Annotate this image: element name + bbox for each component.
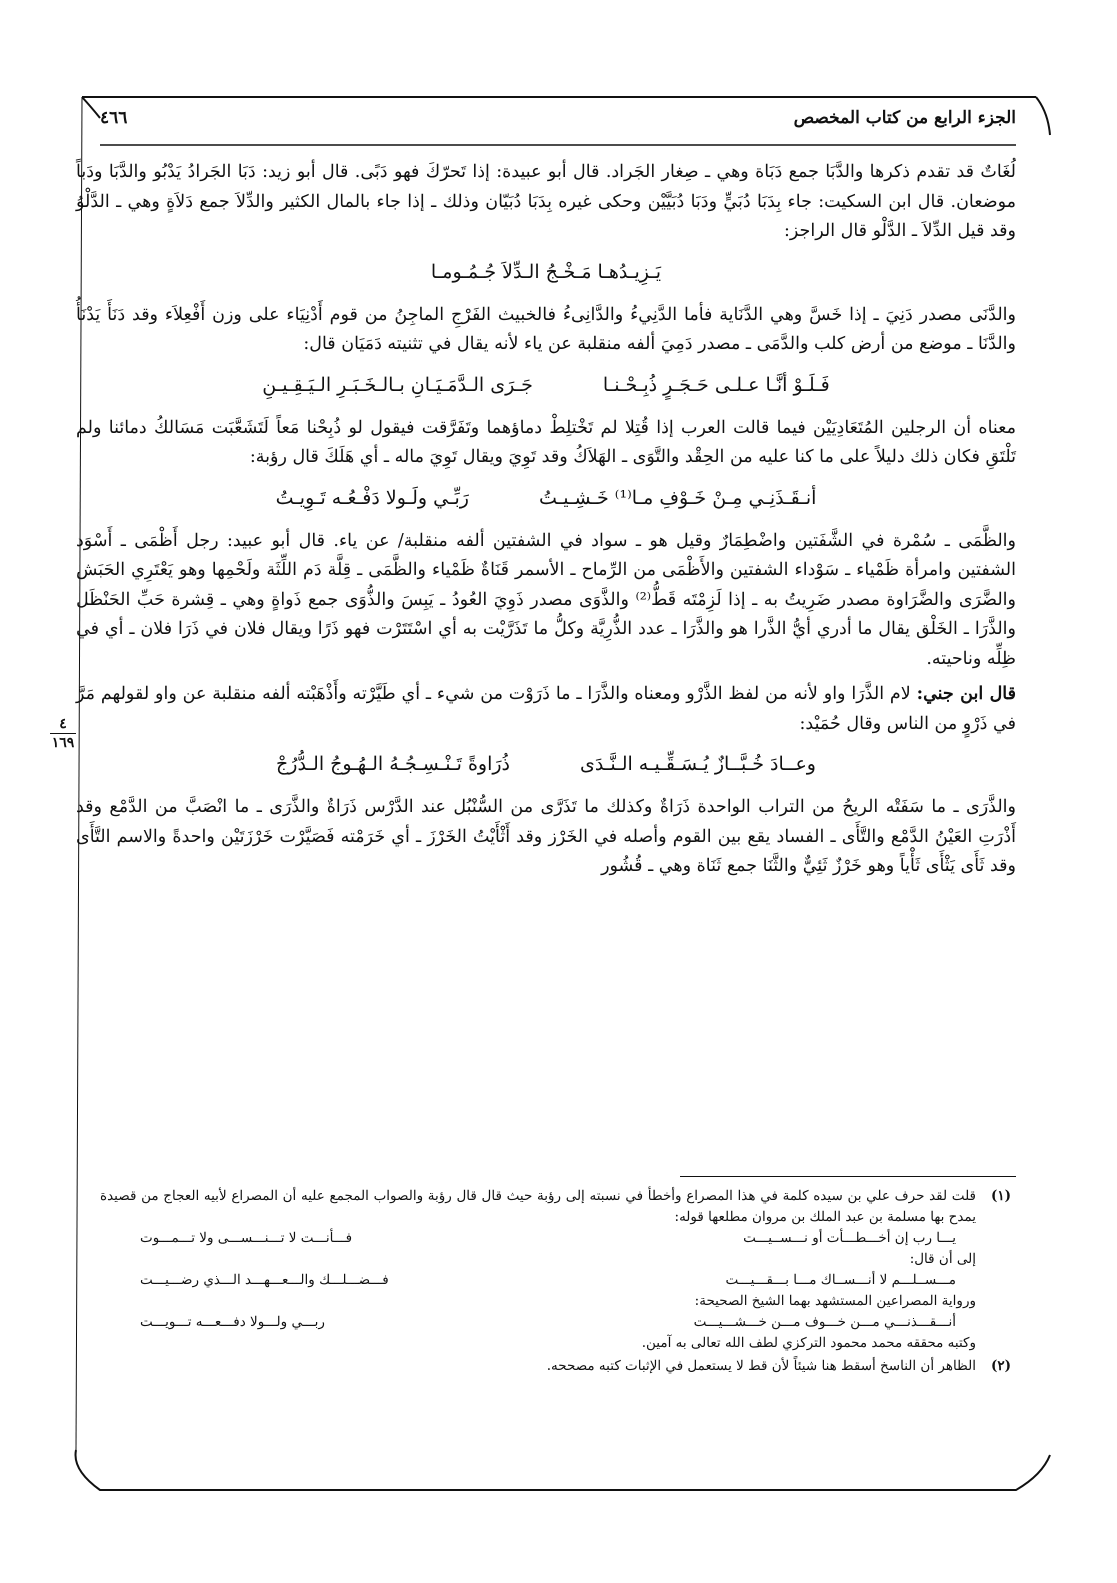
footnotes bbox=[100, 1186, 1016, 1379]
footnote-1 bbox=[100, 1186, 1016, 1354]
verse-2-second-hemistich: جَـرَى الـدَّمَـيَـانِ بـالـخَـبَـرِ الـيَـقِـيـنِ bbox=[262, 373, 533, 396]
footnote-1-text: قلت لقد حرف علي بن سيده كلمة في هذا المصراع وأخطأ في نسبته إلى رؤبة حيث قال قال رؤبة والصواب المجمع عليه أن المصراع لأبيه العجاج من قصيدة يمدح بها مسلمة بن عبد الملك بن مروان مطلعها قوله: bbox=[100, 1188, 976, 1225]
footnote-1-verse-1-first: يـــا رب إن أخـــطـــأت أو نـــســيـــت bbox=[743, 1230, 956, 1246]
footnote-1-continuation-2: ورواية المصراعين المستشهد بهما الشيخ الصحيحة: bbox=[694, 1293, 976, 1309]
verse-4-second-hemistich: ذُرَاوةً تَـنْـسِـجُـهُ الـهُـوجُ الـدُّرُجْ bbox=[276, 753, 510, 775]
margin-reference bbox=[48, 716, 78, 751]
paragraph-4: والظَّمَى ـ سُمْرة في الشَّفَتين واضْطِمَارٌ وقيل هو ـ سواد في الشفتين ألفه منقلبة/ عن ياء. قال أبو عبيد: رجل أَظْمَى ـ أَسْوَد الشفتين وامرأة ظَمْياء ـ سَوْداء الشفتين والأَظْمَى من الرِّماح ـ الأسمر قَنَاةٌ ظَمْياء والظَّمَى ـ قِلَّة دَم اللِّثَة ولَحْمِها وهو يَعْتَرِي الحَبَش والضَّرَى والضَّرَاوة مصدر ضَرِيتُ به ـ إذا لَزِمْتَه قَطُّ⁽²⁾ والذَّوَى مصدر ذَوِيَ العُودُ ـ يَبِسَ والذُّوَى جمع ذَواةٍ وهي ـ قِشرة حَبِّ الحَنْظَل والذَّرَا ـ الخَلْق يقال ما أدري أيُّ الذَّرا هو والذَّرَا ـ عدد الذُّرِيَّة وكلُّ ما تَذَرَّيْت به أي اسْتَتَرْت فهو ذَرًا ويقال فلان في ذَرَا فلان ـ أي في ظِلِّه وناحيته. bbox=[76, 530, 1016, 669]
verse-2-first-hemistich: فَـلَـوْ أنَّـا عـلـى حَـجَـرٍ ذُبِـحْـنـا bbox=[602, 373, 830, 396]
footnote-1-verse-2 bbox=[100, 1270, 976, 1291]
footnote-1-verse-3 bbox=[100, 1312, 976, 1333]
verse-4 bbox=[76, 749, 1016, 779]
paragraph-5-lead: قال ابن جني: bbox=[916, 684, 1017, 704]
footnote-1-continuation: إلى أن قال: bbox=[909, 1251, 976, 1267]
footnote-1-verse-3-second: ربـــي ولـــولا دفـــعـــه تـــويـــت bbox=[140, 1314, 325, 1330]
footnote-rule bbox=[680, 1176, 1016, 1177]
margin-reference-bar bbox=[50, 733, 76, 734]
footnote-1-verse-2-second: فـــضـــلـــك والـــعـــهـــد الـــذي رضـــيـــت bbox=[140, 1272, 389, 1288]
paragraph-3: معناه أن الرجلين المُتَعَادِيَيْن فيما قالت العرب إذا قُتِلا لم تَخْتلِطْ دماؤهما وتَفَرَّقت فيقول لو ذُبِحْنا مَعاً لَتَشَعَّبَت مَسَالكُ دمائنا ولم تَلْتَقِ فكان ذلك دليلاً على ما كنا عليه من الحِقْد والتَّوَى ـ الهَلاَكُ وقد تَوِيَ ويقال تَوِيَ ماله ـ أي هَلَكَ قال رؤبة: bbox=[76, 417, 1016, 467]
verse-1 bbox=[76, 257, 1016, 287]
verse-3-first-hemistich: أنـقَـذَنِـي مِـنْ خَـوْفِ مـا⁽¹⁾ خَـشِـيـتُ bbox=[538, 486, 817, 509]
footnote-1-body bbox=[100, 1186, 976, 1354]
verse-1-line: يَـزِيـدُهـا مَـخْـجُ الـدِّلاَ جُـمُـومـا bbox=[430, 260, 662, 283]
footnote-2 bbox=[100, 1356, 1016, 1377]
paragraph-2: والدَّنَى مصدر دَنِيَ ـ إذا خَسَّ وهي الدَّنَاية فأما الدَّنِيءُ والدَّانِىءُ فالخبيث الفَرْجِ الماجِنُ من قوم أَدْنِيَاء على وزن أَفْعِلاَء وقد دَنَأَ يَدْنَأُ والدَّنَا ـ موضع من أرض كلب والدَّمَى ـ مصدر دَمِيَ ألفه منقلبة عن ياء لأنه يقال في تثنيته دَمَيَان قال: bbox=[76, 304, 1016, 354]
verse-3 bbox=[76, 483, 1016, 513]
main-text bbox=[76, 158, 1016, 888]
footnote-2-number: (٢) bbox=[990, 1358, 1012, 1374]
footnote-1-verse-1 bbox=[100, 1228, 976, 1249]
footnote-1-number: (١) bbox=[990, 1188, 1012, 1204]
verse-3-second-hemistich: رَبِّـي ولَـولا دَفْـعُـه تَـوِيـتُ bbox=[275, 486, 469, 509]
paragraph-5-text: لام الذَّرَا واو لأنه من لفظ الذَّرْو ومعناه والذَّرَا ـ ما ذَرَوْت من شيء ـ أي طَيَّرْته وأَذْهَبْته ألفه منقلبة عن واو لقولهم مَرَّ في ذَرْوٍ من الناس وقال حُمَيْد: bbox=[76, 684, 1016, 734]
running-header bbox=[100, 104, 1016, 134]
verse-2 bbox=[76, 370, 1016, 400]
footnote-2-text: الظاهر أن الناسخ أسقط هنا شيئاً لأن قط لا يستعمل في الإثبات كتبه مصححه. bbox=[546, 1358, 976, 1374]
verse-4-first-hemistich: وعــادَ خُـبَّــازٌ يُـسَـقِّـيـه الـنَّـدَى bbox=[579, 753, 816, 775]
header-title: الجزء الرابع من كتاب المخصص bbox=[793, 108, 1016, 128]
page-number: ٤٦٦ bbox=[100, 108, 128, 128]
margin-reference-bottom: ١٦٩ bbox=[51, 735, 75, 751]
frame-bottom bbox=[76, 1450, 1051, 1490]
footnote-1-verse-1-second: فـــأنـــت لا تـــنـــســـى ولا تـــمـــوت bbox=[140, 1230, 353, 1246]
footnote-1-signature: وكتبه محققه محمد محمود التركزي لطف الله تعالى به آمين. bbox=[641, 1335, 976, 1351]
margin-reference-top: ٤ bbox=[59, 716, 67, 732]
paragraph-1: لُغَاتٌ قد تقدم ذكرها والدَّبَا جمع دَبَاة وهي ـ صِغار الجَراد. قال أبو عبيدة: إذا تَحرّكَ فهو دَبًى. قال أبو زيد: دَبَا الجَرادُ يَدْبُو والدَّبَا ودَباً موضعان. قال ابن السكيت: جاء بِدَبَا دُبَيٍّ ودَبَا دُبَيَّيْن وحكى غيره بِدَبَا دُبَيّان وذلك ـ إذا جاء بالمال الكثير والدِّلاَ جمع دَلاَةٍ وهي ـ الدَّلْوُ وقد قيل الدِّلاَ ـ الدَّلْو قال الراجز: bbox=[76, 162, 1016, 241]
paragraph-6: والذَّرَى ـ ما سَفَتْه الريحُ من التراب الواحدة ذَرَاةٌ وكذلك ما تَذَرَّى من السُّنْبُل عند الدَّرْس ذَرَاةٌ والذَّرَى ـ ما انْصَبَّ من الدَّمْع وقد أَذْرَتِ العَيْنُ الدَّمْع والتَّأَى ـ الفساد يقع بين القوم وأصله في الخَرْز وقد أَثْأَيْتُ الخَرْزَ ـ أي خَرَمْته فَصَيَّرْت خَرْزَتَيْن واحدةً والاسم التَّأَى وقد ثَأَى يَثْأَى ثَأْياً وهو خَرْزٌ ثَئِيٌّ والثَّنَا جمع ثَنَاة وهي ـ قُشُور bbox=[76, 797, 1016, 876]
paragraph-5 bbox=[76, 680, 1016, 739]
footnote-1-verse-2-first: مـــســلـــم لا أنـــســاك مـــا بـــقـــيـــت bbox=[725, 1272, 956, 1288]
footnote-1-verse-3-first: أنـــقـــذنـــي مـــن خـــوف مـــن خـــشـــيـــت bbox=[693, 1314, 956, 1330]
